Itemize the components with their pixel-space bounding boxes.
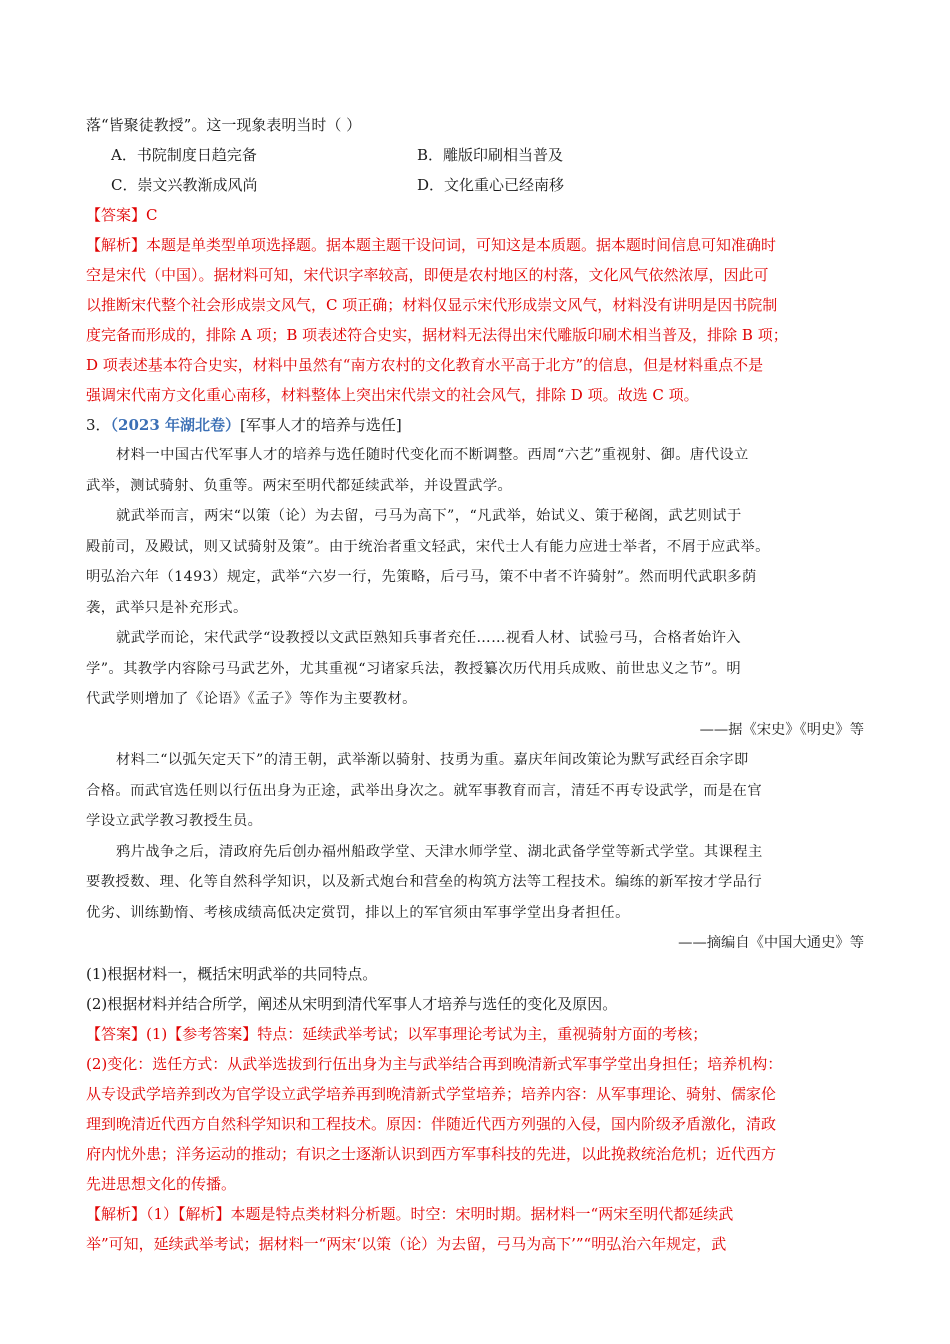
material-line: 明弘治六年（1493）规定，武举“六岁一行，先策略，后弓马，策不中者不许骑射”。然而明代武职多荫 [86,569,757,585]
q2-option-a: A．书院制度日趋完备 [111,146,257,164]
q3-answer-line: 【答案】(1)【参考答案】特点：延续武举考试；以军事理论考试为主，重视骑射方面的考核； [86,1024,708,1043]
material-1-source: ——据《宋史》《明史》等 [699,721,864,738]
material-line: 学”。其教学内容除弓马武艺外，尤其重视“习诸家兵法，教授纂次历代用兵成败、前世忠义之节”。明 [86,660,742,677]
q3-answer-line: (2)变化：选任方式：从武举选拔到行伍出身为主与武举结合再到晚清新式军事学堂出身担任；培养机构： [86,1054,783,1073]
q2-option-d: D．文化重心已经南移 [417,176,565,194]
q2-stem-tail: 落“皆聚徒教授”。这一现象表明当时（ ） [86,116,362,134]
q2-option-c: C．崇文兴教渐成风尚 [111,176,258,194]
q3-question-1: (1)根据材料一，概括宋明武举的共同特点。 [86,964,378,983]
material-line: 就武举而言，两宋“以策（论）为去留，弓马为高下”，“凡武举，始试义、策于秘阁，武艺则试于 [116,508,742,524]
material-line: 学设立武学教习教授生员。 [86,813,263,829]
material-line: 材料二“以弧矢定天下”的清王朝，武举渐以骑射、技勇为重。嘉庆年间改策论为默写武经百余字即 [116,752,749,768]
q3-answer-line: 府内忧外患；洋务运动的推动；有识之士逐渐认识到西方军事科技的先进，以此挽救统治危机；近代西方 [86,1144,777,1163]
q3-answer-line: 理到晚清近代西方自然科学知识和工程技术。原因：伴随近代西方列强的入侵，国内阶级矛盾激化，清政 [86,1114,777,1133]
material-line: 要教授数、理、化等自然科学知识，以及新式炮台和营垒的构筑方法等工程技术。编练的新军按才学品行 [86,874,763,890]
q2-analysis-line: 以推断宋代整个社会形成崇文风气，C 项正确；材料仅显示宋代形成崇文风气，材料没有讲明是因书院制 [86,296,778,314]
q3-topic: [军事人才的培养与选任] [240,416,402,434]
material-line: 鸦片战争之后，清政府先后创办福州船政学堂、天津水师学堂、湖北武备学堂等新式学堂。其课程主 [116,843,763,860]
material-line: 武举，测试骑射、负重等。两宋至明代都延续武举，并设置武学。 [86,477,513,494]
q3-analysis [86,1199,864,1259]
q3-analysis-line: 举”可知，延续武举考试；据材料一“两宋‘以策（论）为去留，弓马为高下’”“明弘治六年规定，武 [86,1234,727,1253]
material-line: 材料一中国古代军事人才的培养与选任随时代变化而不断调整。西周“六艺”重视射、御。唐代设立 [116,447,749,463]
q2-analysis-line: 度完备而形成的，排除 A 项；B 项表述符合史实，据材料无法得出宋代雕版印刷术相当普及，排除 B 项； [86,326,788,344]
material-2-source: ——摘编自《中国大通史》等 [678,935,864,951]
q2-answer: 【答案】C [86,206,158,224]
q3-answer [86,1019,864,1199]
q2-analysis-line: D 项表述基本符合史实，材料中虽然有“南方农村的文化教育水平高于北方”的信息，但是材料重点不是 [86,356,764,374]
q3-analysis-line: 【解析】（1）【解析】本题是特点类材料分析题。时空：宋明时期。据材料一“两宋至明代都延续武 [86,1204,734,1223]
q2-options [86,140,864,200]
q3-answer-line: 从专设武学培养到改为官学设立武学培养再到晚清新式学堂培养；培养内容：从军事理论、骑射、儒家伦 [86,1084,777,1103]
material-line: 殿前司，及殿试，则又试骑射及策”。由于统治者重文轻武，宋代士人有能力应进士举者，不屑于应武举。 [86,538,770,555]
q3-number: 3． [86,416,111,434]
q3-source-tag: （2023 年湖北卷） [110,416,241,434]
material-line: 优劣、训练勤惰、考核成绩高低决定赏罚，排以上的军官须由军事学堂出身者担任。 [86,904,630,921]
q2-analysis-line: 【解析】本题是单类型单项选择题。据本题主题干设问词，可知这是本质题。据本题时间信息可知准确时 [86,236,777,254]
material-line: 代武学则增加了《论语》《孟子》等作为主要教材。 [86,691,417,707]
material-line: 就武学而论，宋代武学“设教授以文武臣熟知兵事者充任……视看人材、试验弓马，合格者始许入 [116,630,741,646]
q3-answer-line: 先进思想文化的传播。 [86,1174,237,1193]
q2-analysis [86,230,864,410]
q2-analysis-line: 空是宋代（中国）。据材料可知，宋代识字率较高，即便是农村地区的村落，文化风气依然浓厚，因此可 [86,266,769,284]
q3-question-2: (2)根据材料并结合所学，阐述从宋明到清代军事人才培养与选任的变化及原因。 [86,994,618,1013]
q3-material-1 [86,440,864,745]
q2-analysis-line: 强调宋代南方文化重心南移，材料整体上突出宋代崇文的社会风气，排除 D 项。故选 C 项。 [86,386,699,404]
q2-option-b: B．雕版印刷相当普及 [417,146,564,164]
q3-material-2 [86,745,864,959]
material-line: 合格。而武官选任则以行伍出身为正途，武举出身次之。就军事教育而言，清廷不再专设武学，而是在官 [86,782,763,799]
q3-heading [86,410,864,440]
material-line: 袭，武举只是补充形式。 [86,599,248,616]
